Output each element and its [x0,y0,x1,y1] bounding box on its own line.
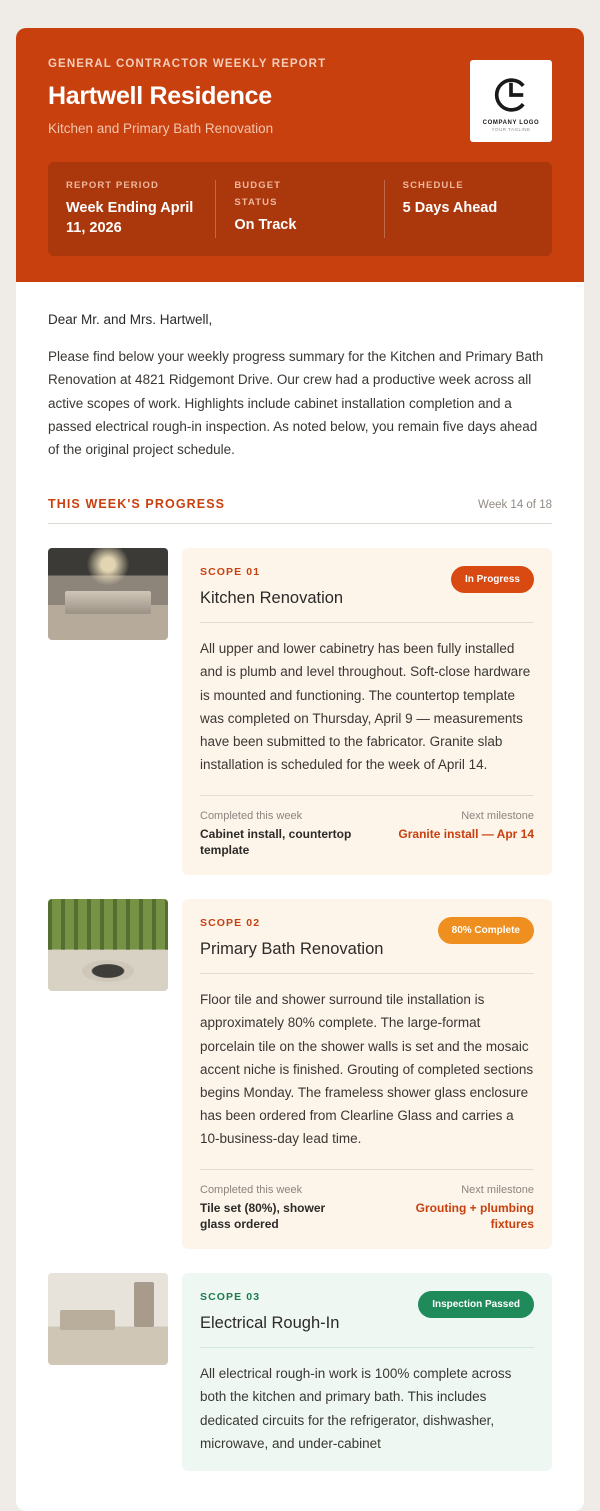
milestone-label: Next milestone [461,1183,534,1196]
report-body [16,282,584,1511]
stat-value: On Track [234,217,297,233]
scope-panel [182,548,552,875]
milestone-value: Grouting + plumbing fixtures [415,1200,534,1232]
scope-name: Kitchen Renovation [200,589,344,608]
scope-description: All upper and lower cabinetry has been fully installed and is plumb and level throughout. Soft-close hardware is mounted and functioning. The countertop template was completed on Thursday, April 9 — measurements have been submitted to the fabricator. Granite slab installation is scheduled for the week of April 14. [200,641,531,773]
stat-report-period [48,180,215,238]
scope-thumbnail-bath [48,899,168,991]
divider [200,973,534,974]
status-badge: In Progress [451,566,534,593]
scope-footer [200,795,534,860]
stat-label: SCHEDULE [402,180,464,191]
stat-schedule [384,180,552,238]
status-badge: 80% Complete [438,917,534,944]
scope-panel [182,899,552,1249]
scope-panel [182,1273,552,1471]
scope-item [48,548,552,875]
company-logo [470,60,552,142]
divider [200,1347,534,1348]
report-card [16,28,584,1511]
scope-description: Floor tile and shower surround tile installation is approximately 80% complete. The large-format porcelain tile on the shower walls is set and the mosaic accent niche is finished. Grouting of completed sections begins Monday. The frameless shower glass enclosure has been ordered from Clearline Glass and carries a 10-business-day lead time. [200,992,534,1147]
scope-number: SCOPE 01 [200,566,261,579]
intro-paragraph: Please find below your weekly progress summary for the Kitchen and Primary Bath Renovation at 4821 Ridgemont Drive. Our crew had a productive week across all active scopes of work. Highlights include cabinet installation completion and a passed electrical rough-in inspection. As noted below, you remain five days ahead of the original project schedule. [48,349,544,457]
scope-thumbnail-kitchen [48,548,168,640]
header-eyebrow: GENERAL CONTRACTOR WEEKLY REPORT [48,58,327,70]
scope-number: SCOPE 02 [200,917,261,930]
status-badge: Inspection Passed [418,1291,534,1318]
scope-number: SCOPE 03 [200,1291,261,1304]
section-meta: Week 14 of 18 [478,499,552,512]
stat-label: REPORT PERIOD [66,180,159,191]
logo-company-name: COMPANY LOGO [482,119,540,126]
completed-label: Completed this week [200,1183,303,1196]
progress-section-header [48,497,552,524]
divider [200,622,534,623]
salutation: Dear Mr. and Mrs. Hartwell, [48,312,213,328]
milestone-value: Granite install — Apr 14 [398,826,534,841]
milestone-label: Next milestone [461,809,534,822]
scope-item [48,899,552,1249]
completed-value: Cabinet install, countertop template [200,826,352,858]
summary-stats [48,162,552,256]
stat-label-line1: BUDGET [234,180,282,191]
scope-item [48,1273,552,1471]
scope-name: Electrical Rough-In [200,1314,340,1333]
scope-footer [200,1169,534,1234]
report-header [16,28,584,282]
stat-value: 5 Days Ahead [402,200,498,216]
stat-value: Week Ending April 11, 2026 [66,200,194,236]
logo-monogram-icon [490,74,532,116]
page-title: Hartwell Residence [48,82,272,110]
scope-description: All electrical rough-in work is 100% complete across both the kitchen and primary bath. This includes dedicated circuits for the refrigerator, dishwasher, microwave, and under-cabinet [200,1366,512,1451]
section-title: THIS WEEK'S PROGRESS [48,497,226,512]
logo-tagline: YOUR TAGLINE [491,127,531,133]
completed-value: Tile set (80%), shower glass ordered [200,1200,326,1232]
stat-label-line2: STATUS [234,197,278,208]
header-subtitle: Kitchen and Primary Bath Renovation [48,121,274,136]
completed-label: Completed this week [200,809,303,822]
scope-thumbnail-electrical [48,1273,168,1365]
scope-name: Primary Bath Renovation [200,940,384,959]
stat-budget-status [215,180,383,238]
